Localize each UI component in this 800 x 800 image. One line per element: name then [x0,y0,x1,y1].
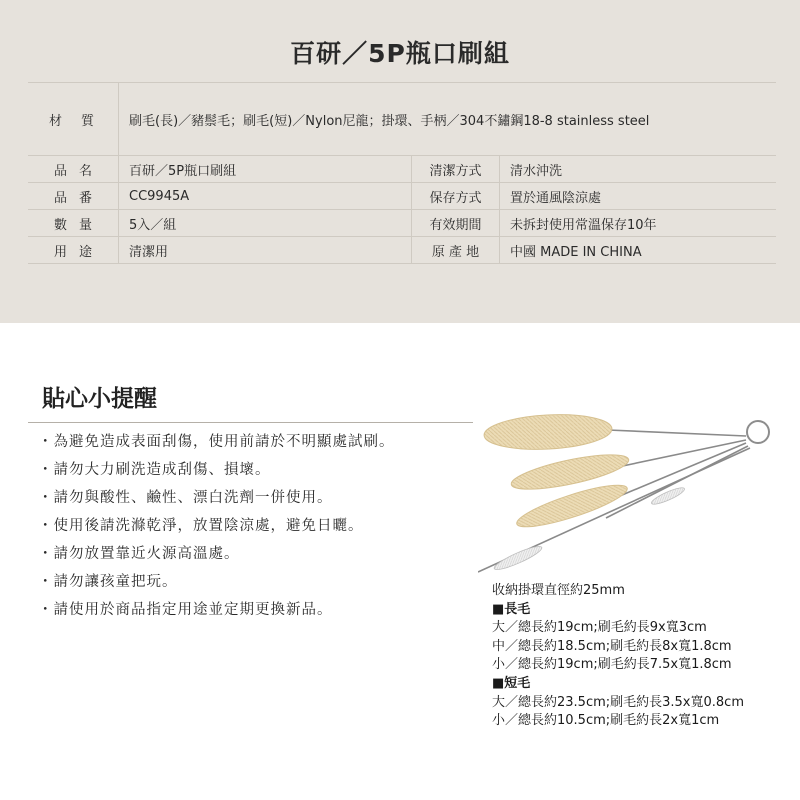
spec-label: 品名 [53,163,104,179]
list-item: ・ 請勿讓孩童把玩。 [38,568,395,596]
spec-label: 原 產 地 [411,237,499,263]
spec-value: 5入／組 [118,210,411,236]
reminder-list [38,428,395,624]
short-size-small: 小／總長約10.5cm;刷毛約長2x寬1cm [492,713,720,729]
spec-value: 置於通風陰涼處 [499,183,776,209]
product-title: 百研／5P瓶口刷組 [290,39,510,68]
spec-label: 品番 [53,190,104,206]
spec-row [28,237,776,264]
long-bristle-heading: ■長毛 [492,601,531,617]
spec-row [28,210,776,237]
list-item: ・ 使用後請洗滌乾淨，放置陰涼處，避免日曬。 [38,512,395,540]
list-item: ・ 為避免造成表面刮傷，使用前請於不明顯處試刷。 [38,428,395,456]
spec-panel [0,0,800,323]
short-size-large: 大／總長約23.5cm;刷毛約長3.5x寬0.8cm [492,694,744,710]
spec-label: 數量 [53,217,104,233]
list-item: ・ 請勿大力刷洗造成刮傷、損壞。 [38,456,395,484]
material-row [28,82,776,156]
long-size-large: 大／總長約19cm;刷毛約長9x寬3cm [492,620,707,636]
ring-size: 收納掛環直徑約25mm [492,583,625,598]
spec-value: 中國 MADE IN CHINA [499,237,776,263]
spec-value: 百研／5P瓶口刷組 [118,156,411,182]
spec-table [28,156,776,264]
spec-label: 保存方式 [411,183,499,209]
list-item: ・ 請使用於商品指定用途並定期更換新品。 [38,596,395,624]
spec-value: CC9945A [118,183,411,209]
brush-large-icon [483,412,613,453]
material-label: 材 質 [48,113,97,129]
spec-label: 用途 [53,244,104,260]
spec-value: 清潔用 [118,237,411,263]
nylon-brush-large-icon [650,485,686,507]
spec-row [28,183,776,210]
spec-value: 未拆封使用常溫保存10年 [499,210,776,236]
spec-label: 有效期間 [411,210,499,236]
bottle-brush-set-image [478,408,778,580]
short-bristle-heading: ■短毛 [492,675,531,691]
material-value: 刷毛(長)／豬鬃毛；刷毛(短)／Nylon尼龍；掛環、手柄／304不鏽鋼18-8 stainless steel [129,113,650,129]
list-item: ・ 請勿放置靠近火源高溫處。 [38,540,395,568]
dimension-details [492,582,744,731]
list-item: ・ 請勿與酸性、鹼性、漂白洗劑一併使用。 [38,484,395,512]
long-size-medium: 中／總長約18.5cm;刷毛約長8x寬1.8cm [492,638,732,654]
nylon-brush-small-icon [492,543,544,573]
spec-row [28,156,776,183]
spec-label: 清潔方式 [411,156,499,182]
title-underline [28,422,473,423]
reminder-title: 貼心小提醒 [42,386,157,412]
long-size-small: 小／總長約19cm;刷毛約長7.5x寬1.8cm [492,657,732,673]
spec-value: 清水沖洗 [499,156,776,182]
